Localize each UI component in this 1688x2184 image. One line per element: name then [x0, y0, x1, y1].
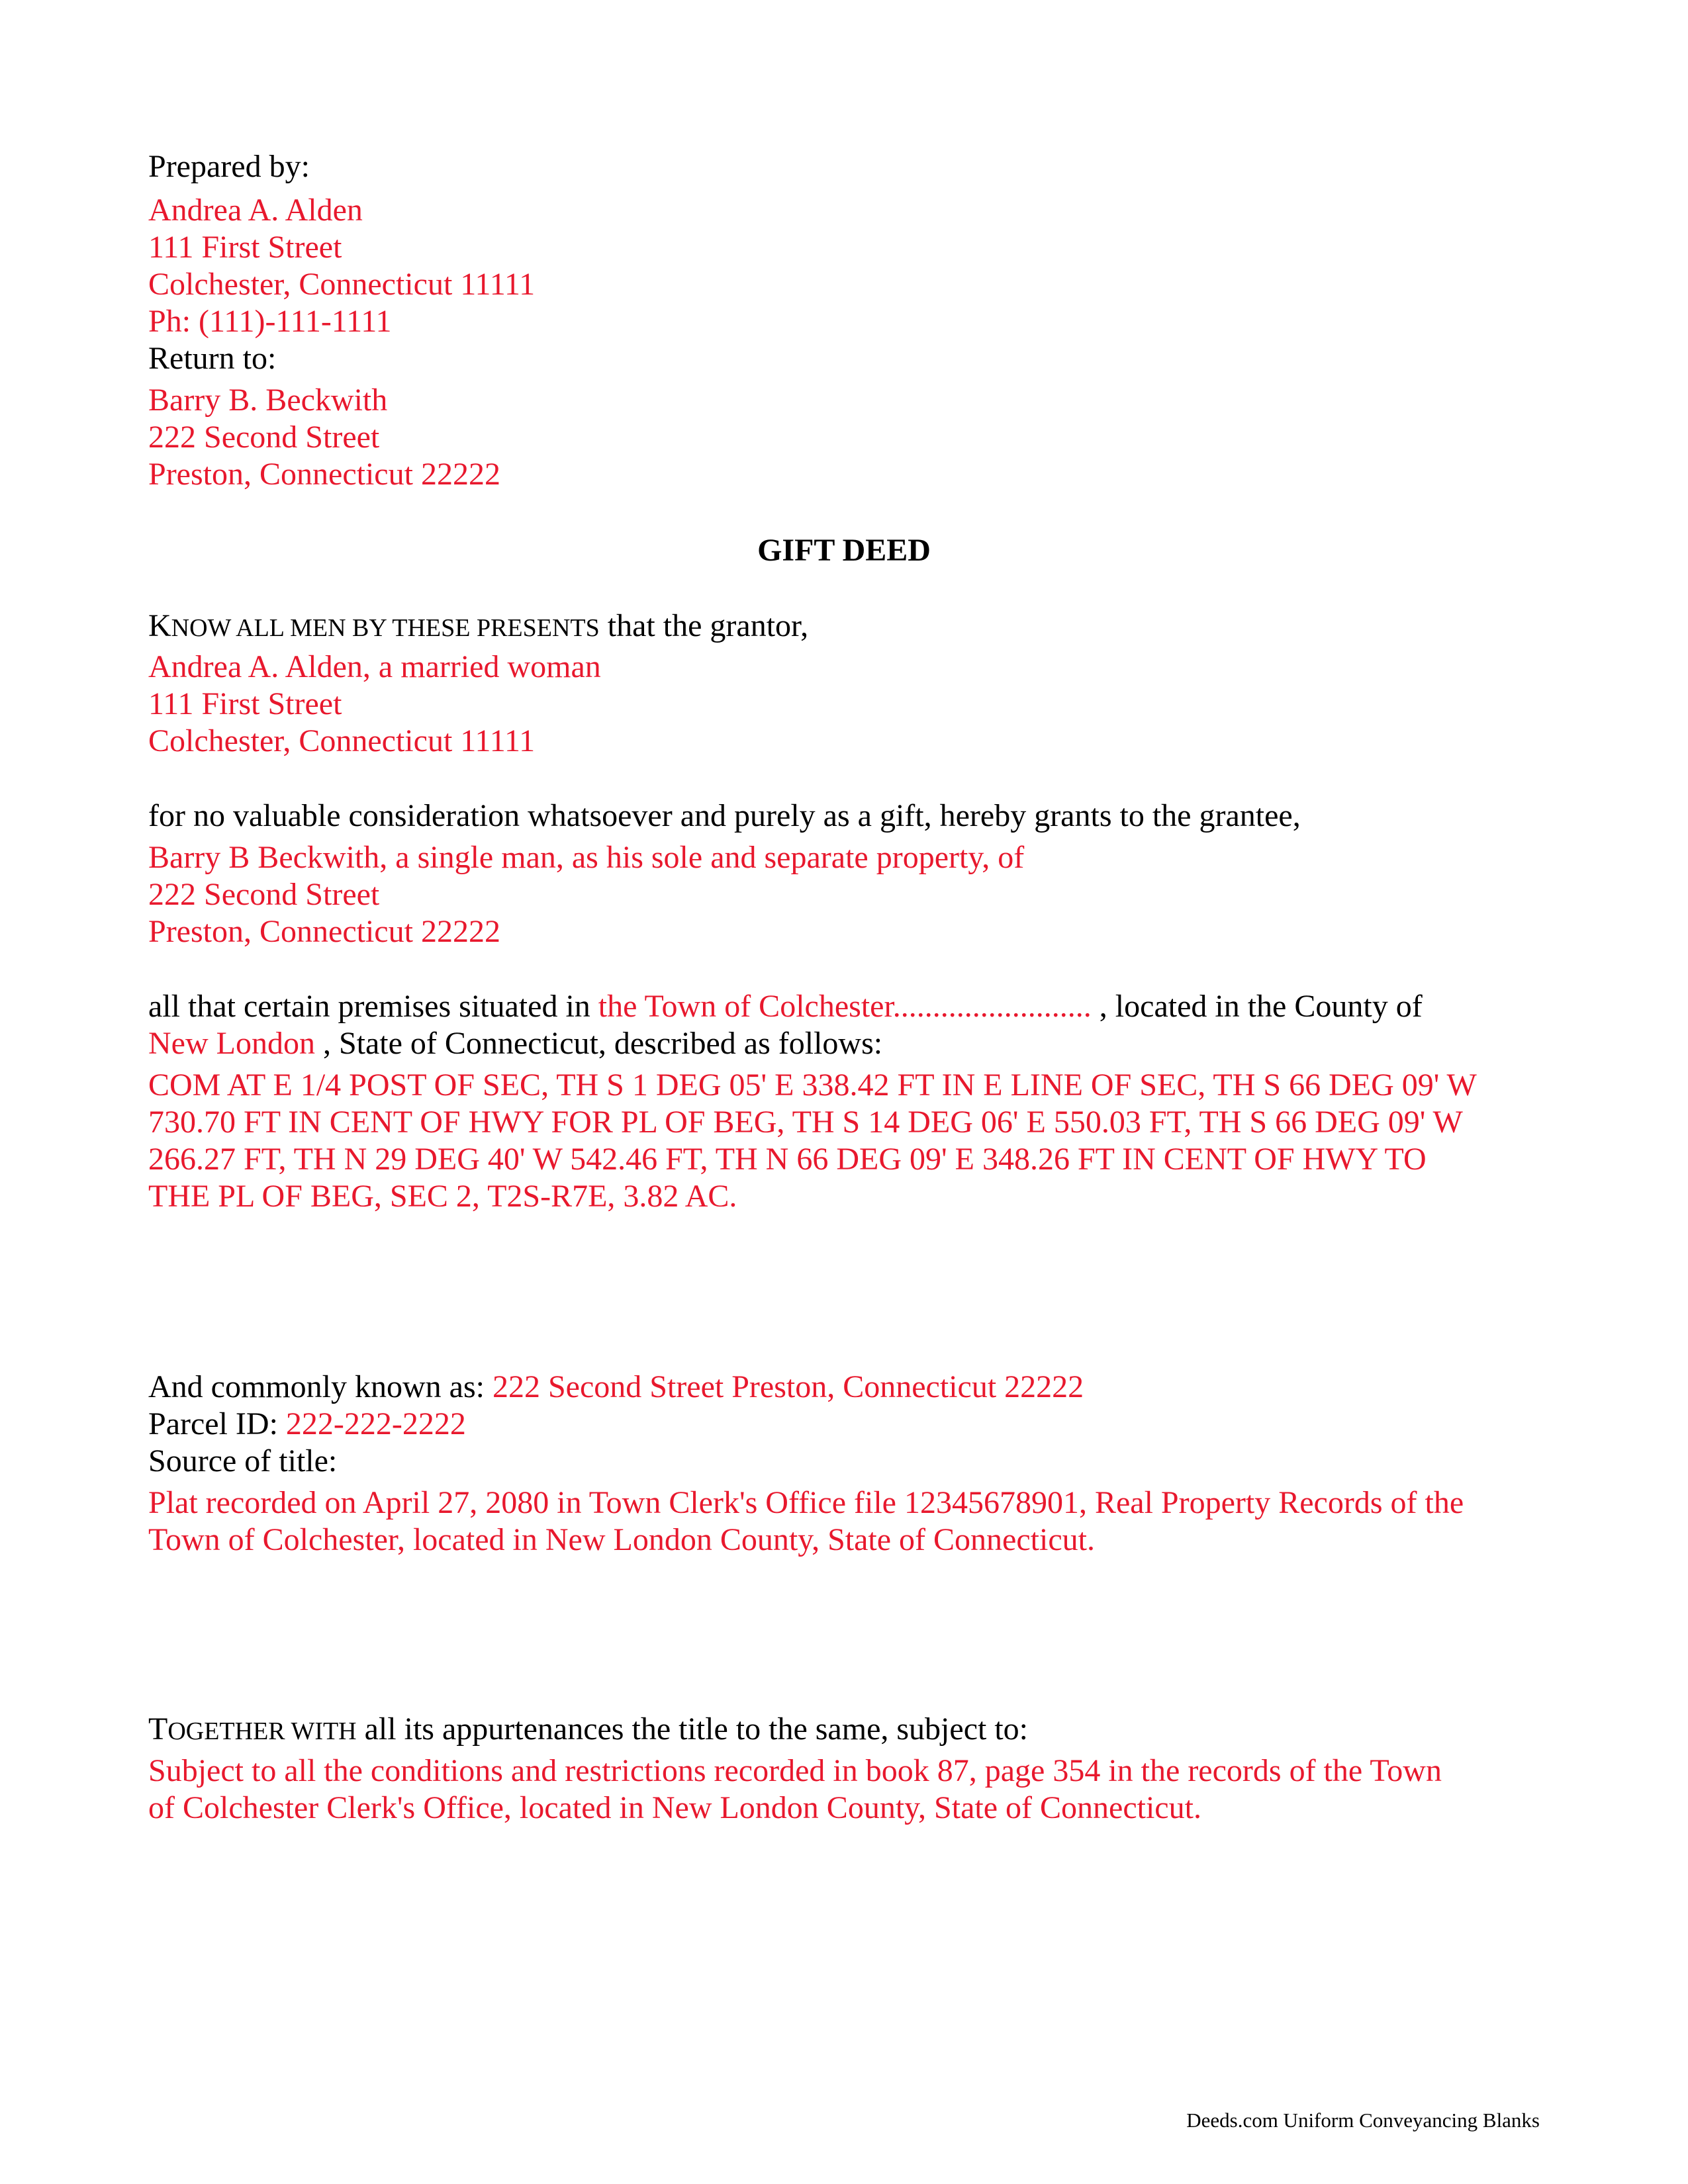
grantee-line-1: Barry B Beckwith, a single man, as his sole and separate property, of: [148, 840, 1025, 875]
preparer-name: Andrea A. Alden: [148, 193, 363, 228]
intro-initial: K: [148, 608, 171, 643]
premises-state-tail: , State of Connecticut, described as follows:: [322, 1026, 883, 1061]
parcel-value: 222-222-2222: [285, 1406, 466, 1441]
preparer-street: 111 First Street: [148, 230, 342, 265]
grantor-line-2: 111 First Street: [148, 686, 342, 721]
consideration-line: for no valuable consideration whatsoever and purely as a gift, hereby grants to the grantee,: [148, 798, 1301, 833]
preparer-phone: Ph: (111)-111-1111: [148, 304, 392, 339]
together-initial: T: [148, 1711, 168, 1747]
legal-description-line: COM AT E 1/4 POST OF SEC, TH S 1 DEG 05' E 338.42 FT IN E LINE OF SEC, TH S 66 DEG 09' W: [148, 1068, 1477, 1103]
source-of-title-line: Town of Colchester, located in New London County, State of Connecticut.: [148, 1522, 1095, 1557]
intro-smallcaps: NOW ALL MEN BY THESE PRESENTS: [171, 614, 600, 642]
return-to-street: 222 Second Street: [148, 420, 380, 455]
grantee-line-2: 222 Second Street: [148, 877, 380, 912]
source-of-title-line: Plat recorded on April 27, 2080 in Town Clerk's Office file 12345678901, Real Property Records of the: [148, 1485, 1464, 1520]
grantor-line-1: Andrea A. Alden, a married woman: [148, 649, 601, 684]
together-tail: all its appurtenances the title to the same, subject to:: [356, 1711, 1028, 1747]
parcel-line: [148, 1406, 466, 1443]
grantee-line-3: Preston, Connecticut 22222: [148, 914, 500, 949]
premises-county: New London: [148, 1026, 323, 1061]
legal-description-line: 730.70 FT IN CENT OF HWY FOR PL OF BEG, TH S 14 DEG 06' E 550.03 FT, TH S 66 DEG 09' W: [148, 1105, 1463, 1140]
footer-brand: Deeds.com Uniform Conveyancing Blanks: [1186, 2109, 1540, 2132]
commonly-known-line: [148, 1369, 1084, 1406]
commonly-known-value: 222 Second Street Preston, Connecticut 22222: [492, 1369, 1084, 1404]
premises-line: [148, 988, 1423, 1025]
return-to-label: Return to:: [148, 341, 277, 376]
intro-line: [148, 608, 808, 647]
source-of-title-label: Source of title:: [148, 1443, 338, 1479]
grantor-line-3: Colchester, Connecticut 11111: [148, 723, 536, 758]
subject-to-line: of Colchester Clerk's Office, located in New London County, State of Connecticut.: [148, 1790, 1201, 1825]
premises-dots: .........................: [892, 989, 1100, 1024]
legal-description-line: THE PL OF BEG, SEC 2, T2S-R7E, 3.82 AC.: [148, 1179, 737, 1214]
document-title: GIFT DEED: [757, 533, 931, 568]
preparer-city: Colchester, Connecticut 11111: [148, 267, 536, 302]
commonly-known-label: And commonly known as:: [148, 1369, 492, 1404]
together-line: [148, 1711, 1028, 1750]
return-to-name: Barry B. Beckwith: [148, 383, 388, 418]
premises-county-lead: , located in the County of: [1099, 989, 1423, 1024]
premises-town: the Town of Colchester: [598, 989, 893, 1024]
return-to-city: Preston, Connecticut 22222: [148, 457, 500, 492]
premises-lead: all that certain premises situated in: [148, 989, 598, 1024]
subject-to-line: Subject to all the conditions and restrictions recorded in book 87, page 354 in the records of the Town: [148, 1753, 1442, 1788]
parcel-label: Parcel ID:: [148, 1406, 286, 1441]
county-line: [148, 1025, 882, 1062]
prepared-by-label: Prepared by:: [148, 149, 310, 184]
legal-description-line: 266.27 FT, TH N 29 DEG 40' W 542.46 FT, TH N 66 DEG 09' E 348.26 FT IN CENT OF HWY TO: [148, 1142, 1427, 1177]
intro-tail: that the grantor,: [599, 608, 809, 643]
together-smallcaps: OGETHER WITH: [167, 1717, 357, 1745]
